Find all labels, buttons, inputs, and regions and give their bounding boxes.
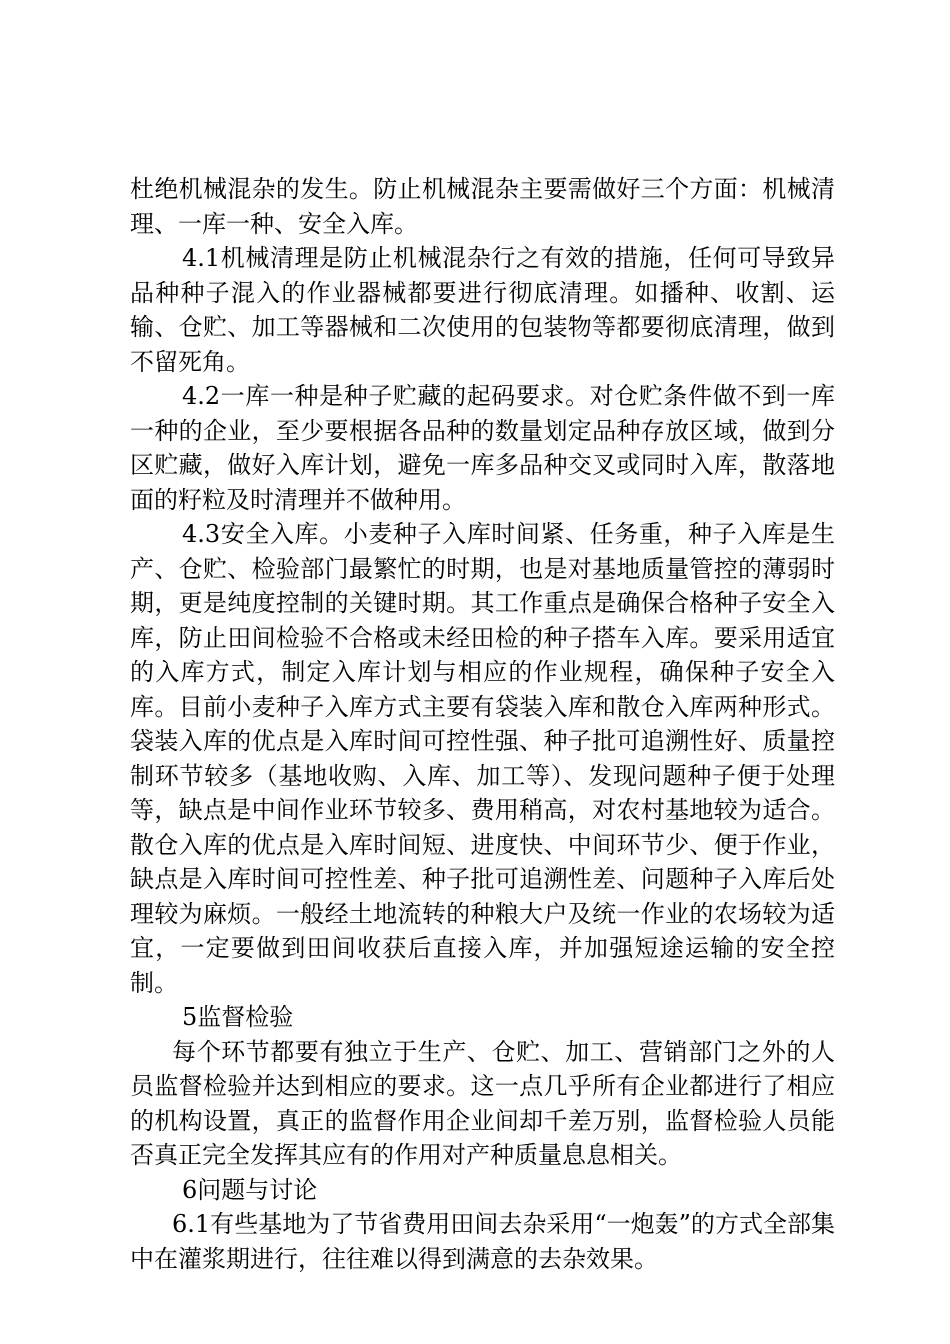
paragraph-4-3: 4.3安全入库。小麦种子入库时间紧、任务重，种子入库是生产、仓贮、检验部门最繁忙的时期，也是对基地质量管控的薄弱时期，更是纯度控制的关键时期。其工作重点是确保合格种子安全入库，防止田间检验不合格或未经田检的种子搭车入库。要采用适宜的入库方式，制定入库计划与相应的作业规程，确保种子安全入库。目前小麦种子入库方式主要有袋装入库和散仓入库两种形式。袋装入库的优点是入库时间可控性强、种子批可追溯性好、质量控制环节较多（基地收购、入库、加工等）、发现问题种子便于处理等，缺点是中间作业环节较多、费用稍高，对农村基地较为适合。散仓入库的优点是入库时间短、进度快、中间环节少、便于作业，缺点是入库时间可控性差、种子批可追溯性差、问题种子入库后处理较为麻烦。一般经土地流转的种粮大户及统一作业的农场较为适宜，一定要做到田间收获后直接入库，并加强短途运输的安全控制。 — [130, 520, 835, 997]
document-body — [130, 172, 835, 1276]
paragraph-6-1: 6.1有些基地为了节省费用田间去杂采用“一炮轰”的方式全部集中在灌浆期进行，往往难以得到满意的去杂效果。 — [130, 1210, 835, 1273]
heading-5: 5监督检验 — [182, 1003, 294, 1031]
paragraph-intro: 杜绝机械混杂的发生。防止机械混杂主要需做好三个方面：机械清理、一库一种、安全入库。 — [130, 175, 835, 238]
paragraph-4-1: 4.1机械清理是防止机械混杂行之有效的措施，任何可导致异品种种子混入的作业器械都要进行彻底清理。如播种、收割、运输、仓贮、加工等器械和二次使用的包装物等都要彻底清理，做到不留死角。 — [130, 244, 835, 376]
heading-6: 6问题与讨论 — [182, 1175, 318, 1204]
paragraph-4-2: 4.2一库一种是种子贮藏的起码要求。对仓贮条件做不到一库一种的企业，至少要根据各品种的数量划定品种存放区域，做到分区贮藏，做好入库计划，避免一库多品种交叉或同时入库，散落地面的籽粒及时清理并不做种用。 — [130, 382, 835, 514]
paragraph-5: 每个环节都要有独立于生产、仓贮、加工、营销部门之外的人员监督检验并达到相应的要求。这一点几乎所有企业都进行了相应的机构设置，真正的监督作用企业间却千差万别，监督检验人员能否真正完全发挥其应有的作用对产种质量息息相关。 — [130, 1037, 835, 1169]
